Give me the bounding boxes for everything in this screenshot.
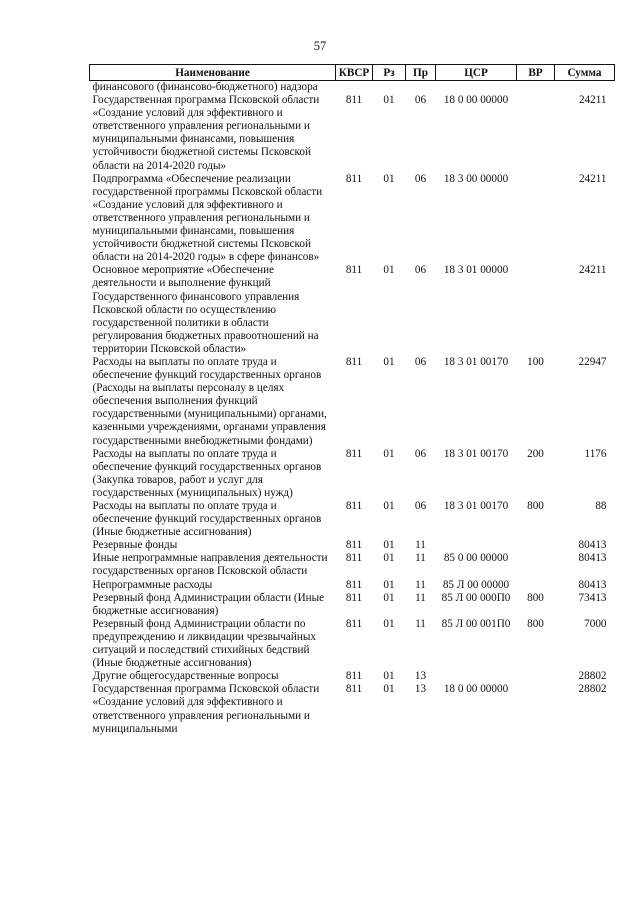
- row-csr: 18 3 01 00000: [443, 264, 509, 277]
- row-vr: [517, 81, 555, 95]
- row-csr: 85 Л 00 00000: [442, 578, 510, 591]
- header-name: Наименование: [90, 65, 336, 81]
- table-row: [90, 592, 615, 618]
- row-rz: 01: [383, 617, 395, 630]
- row-pr: 11: [415, 578, 426, 591]
- row-csr: 18 0 00 00000: [443, 94, 509, 107]
- row-rz: 01: [383, 670, 395, 683]
- row-csr: 85 0 00 00000: [443, 552, 509, 565]
- row-rz: 01: [383, 94, 395, 107]
- row-csr: [436, 81, 517, 95]
- row-sum: 80413: [578, 539, 607, 552]
- row-sum: 24211: [578, 172, 607, 185]
- row-kvsr: 811: [345, 500, 363, 512]
- row-rz: 01: [383, 552, 395, 565]
- row-name: Другие общегосударственные вопросы: [92, 670, 279, 683]
- row-sum: 80413: [578, 552, 607, 565]
- table-row: [90, 683, 615, 735]
- row-sum: 24211: [578, 264, 607, 277]
- row-pr: 06: [414, 172, 427, 185]
- table-row: [90, 448, 615, 500]
- table-row: [90, 356, 615, 448]
- table-body: [90, 81, 615, 736]
- row-sum: 24211: [578, 94, 607, 107]
- row-vr: [517, 552, 555, 578]
- row-kvsr: 811: [345, 94, 363, 107]
- row-name: Государственная программа Псковской области «Создание условий для эффективного и ответственного управления региональными и муниципальными финансами, повышения устойчивости бюджетной системы Псковской области на 2014-2020 годы»: [92, 94, 320, 172]
- row-pr: 06: [414, 94, 427, 107]
- table-row: [90, 173, 615, 265]
- row-pr: [406, 81, 436, 95]
- row-rz: 01: [383, 264, 395, 277]
- header-pr: Пр: [406, 65, 436, 81]
- row-name: Резервный фонд Администрации области по предупреждению и ликвидации чрезвычайных ситуаций и последствий стихийных бедствий (Иные бюджетные ассигнования): [92, 617, 316, 670]
- row-pr: 11: [415, 617, 426, 630]
- row-name: Государственная программа Псковской области «Создание условий для эффективного и ответственного управления региональными и муниципальными: [92, 683, 320, 735]
- row-name: Резервный фонд Администрации области (Иные бюджетные ассигнования): [92, 591, 325, 617]
- row-name: Расходы на выплаты по оплате труда и обеспечение функций государственных органов (Иные бюджетные ассигнования): [92, 500, 322, 539]
- row-vr: 100: [527, 355, 544, 368]
- row-rz: 01: [383, 172, 395, 185]
- row-csr: [436, 670, 517, 683]
- row-csr: 18 0 00 00000: [443, 683, 509, 696]
- row-vr: [517, 683, 555, 735]
- table-row: [90, 552, 615, 578]
- row-vr: 800: [527, 617, 544, 630]
- row-vr: [517, 173, 555, 265]
- table-row: [90, 264, 615, 356]
- table-row: [90, 94, 615, 173]
- row-sum: 80413: [578, 578, 607, 591]
- header-sum: Сумма: [555, 65, 615, 81]
- row-name: финансового (финансово-бюджетного) надзора: [92, 81, 318, 93]
- table-row: [90, 500, 615, 539]
- table-row: [90, 539, 615, 552]
- row-sum: 28802: [578, 683, 607, 696]
- row-vr: 800: [527, 500, 544, 512]
- row-pr: 13: [414, 670, 427, 683]
- row-csr: 18 3 01 00170: [443, 355, 509, 368]
- row-kvsr: [336, 81, 373, 95]
- row-name: Иные непрограммные направления деятельности государственных органов Псковской области: [92, 552, 328, 578]
- row-kvsr: 811: [345, 552, 363, 565]
- row-sum: 22947: [578, 355, 607, 368]
- page-number: 57: [313, 39, 327, 53]
- row-csr: 85 Л 00 001П0: [441, 617, 511, 630]
- row-pr: 11: [415, 591, 426, 604]
- header-vr: ВР: [517, 65, 555, 81]
- row-rz: 01: [383, 683, 395, 696]
- row-vr: 200: [527, 447, 544, 460]
- row-name: Расходы на выплаты по оплате труда и обеспечение функций государственных органов (Закупка товаров, работ и услуг для государственных (муниципальных) нужд): [92, 447, 322, 499]
- row-sum: [555, 81, 615, 95]
- row-kvsr: 811: [345, 578, 363, 591]
- header-csr: ЦСР: [436, 65, 517, 81]
- table-header: [90, 65, 615, 81]
- row-csr: 18 3 00 00000: [443, 172, 509, 185]
- row-kvsr: 811: [345, 447, 363, 460]
- row-csr: 85 Л 00 000П0: [441, 591, 511, 604]
- row-sum: 28802: [578, 670, 607, 683]
- row-sum: 88: [595, 500, 607, 512]
- row-sum: 73413: [578, 591, 607, 604]
- row-vr: [517, 94, 555, 173]
- row-name: Резервные фонды: [92, 539, 178, 552]
- row-pr: 11: [415, 552, 426, 565]
- row-kvsr: 811: [345, 264, 363, 277]
- row-pr: 06: [414, 355, 427, 368]
- row-rz: 01: [383, 591, 395, 604]
- row-vr: 800: [527, 591, 544, 604]
- row-rz: 01: [383, 500, 395, 512]
- row-kvsr: 811: [345, 172, 363, 185]
- row-kvsr: 811: [345, 670, 363, 683]
- row-vr: [517, 579, 555, 592]
- row-kvsr: 811: [345, 355, 363, 368]
- row-name: Непрограммные расходы: [92, 578, 213, 591]
- row-csr: 18 3 01 00170: [443, 500, 509, 512]
- row-sum: 7000: [584, 617, 607, 630]
- row-sum: 1176: [584, 447, 607, 460]
- row-vr: [517, 670, 555, 683]
- row-pr: 06: [414, 500, 427, 512]
- row-pr: 11: [415, 539, 426, 552]
- row-kvsr: 811: [345, 617, 363, 630]
- row-vr: [517, 264, 555, 356]
- row-kvsr: 811: [345, 539, 363, 552]
- row-pr: 06: [414, 447, 427, 460]
- row-rz: 01: [383, 539, 395, 552]
- row-kvsr: 811: [345, 683, 363, 696]
- row-name: Подпрограмма «Обеспечение реализации государственной программы Псковской области «Создание условий для эффективного и ответственного управления региональными и муниципальными финансами, повышения устойчивости бюджетной системы Псковской области на 2014-2020 годы» в сфере финансов»: [92, 172, 323, 264]
- row-pr: 06: [414, 264, 427, 277]
- header-rz: Рз: [373, 65, 406, 81]
- row-rz: 01: [383, 447, 395, 460]
- row-name: Расходы на выплаты по оплате труда и обеспечение функций государственных органов (Расходы на выплаты персоналу в целях обеспечения выполнения функций государственными (муниципальными) органами, казенными учреждениями, органами управления государственными внебюджетными фондами): [92, 355, 327, 447]
- row-vr: [517, 539, 555, 552]
- row-csr: 18 3 01 00170: [443, 447, 509, 460]
- table-row: [90, 579, 615, 592]
- table-row: [90, 81, 615, 95]
- row-kvsr: 811: [345, 591, 363, 604]
- row-csr: [436, 539, 517, 552]
- row-rz: 01: [383, 355, 395, 368]
- budget-table: [89, 64, 615, 736]
- row-name: Основное мероприятие «Обеспечение деятельности и выполнение функций Государственного финансового управления Псковской области по осуществлению государственной политики в области регулирования бюджетных правоотношений на территории Псковской области»: [92, 264, 319, 355]
- row-pr: 13: [414, 683, 427, 696]
- row-rz: [373, 81, 406, 95]
- table-row: [90, 618, 615, 670]
- header-kvsr: КВСР: [336, 65, 373, 81]
- table-row: [90, 670, 615, 683]
- row-rz: 01: [383, 578, 395, 591]
